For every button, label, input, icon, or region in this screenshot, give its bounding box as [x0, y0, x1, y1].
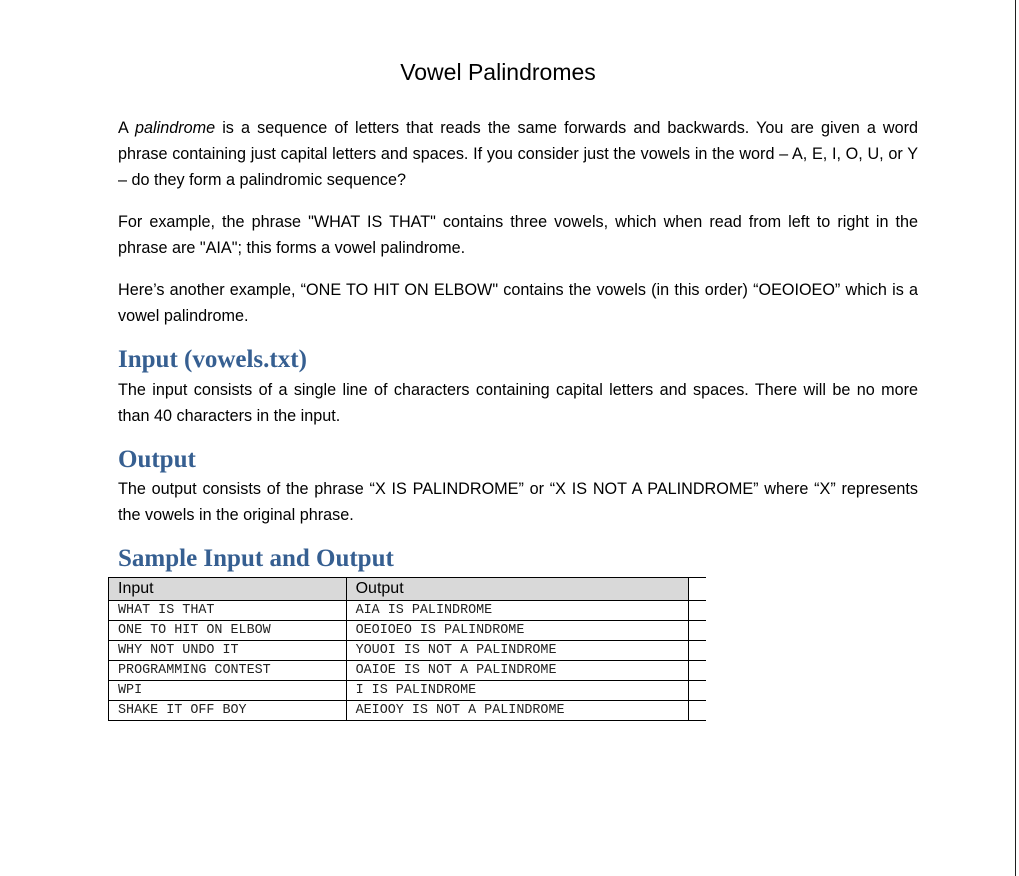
output-description: The output consists of the phrase “X IS PALINDROME” or “X IS NOT A PALINDROME” where “X” represents the vowels in the original phrase.: [118, 480, 918, 524]
input-cell: WHAT IS THAT: [109, 601, 347, 621]
sample-table: [108, 577, 706, 721]
output-cell: I IS PALINDROME: [346, 681, 689, 701]
page-edge-line: [1015, 0, 1016, 876]
intro-text-rest: is a sequence of letters that reads the same forwards and backwards. You are given a word phrase containing just capital letters and spaces. If you consider just the vowels in the word – A, E, I, O, U, or Y – do they form a palindromic sequence?: [118, 119, 919, 189]
input-cell: SHAKE IT OFF BOY: [109, 701, 347, 721]
example-one-paragraph: For example, the phrase "WHAT IS THAT" contains three vowels, which when read from left to right in the phrase are "AIA"; this forms a vowel palindrome.: [118, 213, 918, 257]
input-cell: PROGRAMMING CONTEST: [109, 661, 347, 681]
table-row: [109, 621, 707, 641]
table-row: [109, 681, 707, 701]
end-cell: [689, 661, 706, 681]
intro-italic-term: palindrome: [135, 119, 216, 137]
table-row: [109, 641, 707, 661]
header-input: Input: [109, 578, 347, 601]
end-cell: [689, 701, 706, 721]
page-title: Vowel Palindromes: [400, 59, 596, 85]
output-cell: OEOIOEO IS PALINDROME: [346, 621, 689, 641]
input-cell: WPI: [109, 681, 347, 701]
sample-heading: Sample Input and Output: [118, 545, 394, 572]
table-row: [109, 601, 707, 621]
intro-text-start: A: [118, 119, 136, 137]
output-cell: YOUOI IS NOT A PALINDROME: [346, 641, 689, 661]
header-end-cell: [689, 578, 706, 601]
output-cell: AIA IS PALINDROME: [346, 601, 689, 621]
output-cell: AEIOOY IS NOT A PALINDROME: [346, 701, 689, 721]
end-cell: [689, 641, 706, 661]
sample-table-header-row: [109, 578, 707, 601]
end-cell: [689, 601, 706, 621]
output-cell: OAIOE IS NOT A PALINDROME: [346, 661, 689, 681]
output-heading: Output: [118, 446, 196, 473]
intro-paragraph: [118, 115, 918, 193]
end-cell: [689, 681, 706, 701]
table-row: [109, 701, 707, 721]
input-cell: ONE TO HIT ON ELBOW: [109, 621, 347, 641]
table-row: [109, 661, 707, 681]
input-description: The input consists of a single line of characters containing capital letters and spaces. There will be no more than 40 characters in the input.: [118, 381, 918, 425]
input-heading: Input (vowels.txt): [118, 346, 307, 373]
end-cell: [689, 621, 706, 641]
header-output: Output: [346, 578, 689, 601]
input-cell: WHY NOT UNDO IT: [109, 641, 347, 661]
example-two-paragraph: Here’s another example, “ONE TO HIT ON ELBOW" contains the vowels (in this order) “OEOIOEO” which is a vowel palindrome.: [118, 281, 918, 325]
